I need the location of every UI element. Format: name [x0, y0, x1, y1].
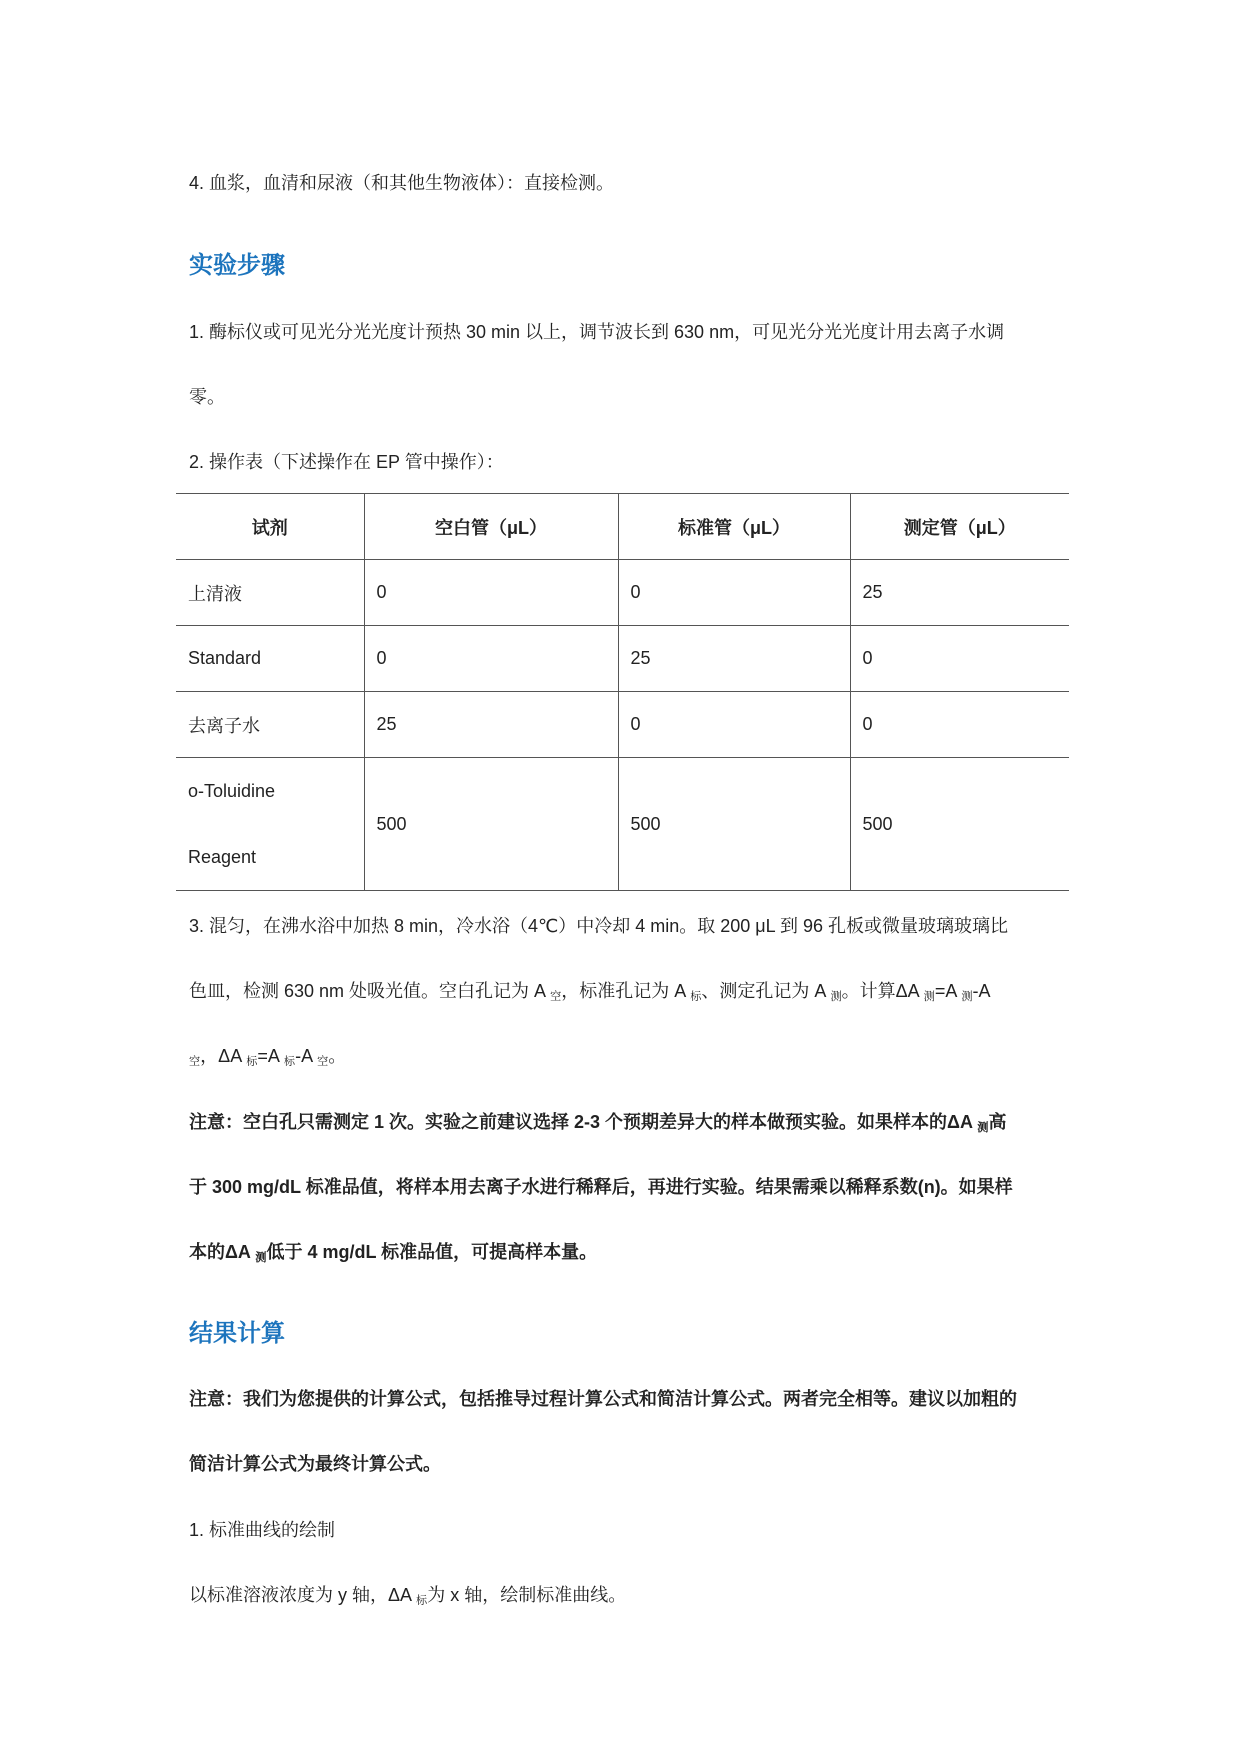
- table-header-row: [176, 494, 1069, 560]
- step-3-line: [189, 1024, 1008, 1089]
- subscript: 测: [255, 1251, 267, 1264]
- sample-item-4: 4. 血浆，血清和尿液（和其他生物液体）：直接检测。: [189, 173, 615, 193]
- step-1-line: 1. 酶标仪或可见光分光光度计预热 30 min 以上，调节波长到 630 nm，可见光分光光度计用去离子水调: [189, 322, 1005, 342]
- text-run: 、测定孔记为 A: [701, 981, 831, 1001]
- step-2: 2. 操作表（下述操作在 EP 管中操作）：: [189, 452, 504, 472]
- text-run: 低于 4 mg/dL 标准品值，可提高样本量。: [266, 1242, 598, 1262]
- subscript: 测: [923, 990, 935, 1003]
- text-run: =A: [934, 981, 962, 1001]
- cell-test: 500: [850, 758, 1069, 891]
- procedure-note-line: [189, 1090, 1013, 1155]
- cell-standard: 0: [618, 692, 850, 758]
- step-3-line: [189, 894, 1008, 959]
- cell-reagent: 上清液: [188, 583, 242, 604]
- cell-blank: 0: [364, 626, 618, 692]
- subscript: 测: [977, 1121, 989, 1134]
- cell-reagent: Standard: [188, 648, 262, 668]
- text-run: 色皿，检测 630 nm 处吸光值。空白孔记为 A: [189, 981, 551, 1001]
- step-3: [189, 894, 1008, 1089]
- header-test-tube: 测定管（μL）: [850, 494, 1069, 560]
- subscript: 标: [246, 1055, 258, 1068]
- header-blank-tube: 空白管（μL）: [364, 494, 618, 560]
- table-row: [176, 758, 1069, 891]
- section-heading-procedure: 实验步骤: [189, 252, 285, 279]
- text-run: 于 300 mg/dL 标准品值，将样本用去离子水进行稀释后，再进行实验。结果需乘以稀释系数(n)。如果样: [189, 1177, 1013, 1197]
- cell-reagent: [176, 758, 364, 891]
- text-run: 本的ΔA: [189, 1242, 256, 1262]
- text-run: 注意：空白孔只需测定 1 次。实验之前建议选择 2-3 个预期差异大的样本做预实验。如果样本的ΔA: [189, 1112, 978, 1132]
- subscript: 标: [416, 1594, 428, 1607]
- text-run: -A: [295, 1046, 318, 1066]
- cell-reagent-line: Reagent: [188, 847, 257, 867]
- operation-table: [176, 493, 1069, 891]
- subscript: 空: [550, 990, 562, 1003]
- procedure-note-line: [189, 1155, 1013, 1220]
- section-heading-results: 结果计算: [189, 1320, 285, 1347]
- text-run: ，ΔA: [200, 1046, 247, 1066]
- text-run: 高: [988, 1112, 1007, 1132]
- cell-blank: 0: [364, 560, 618, 626]
- table-row: [176, 626, 1069, 692]
- cell-blank: 25: [364, 692, 618, 758]
- results-item-1: 1. 标准曲线的绘制: [189, 1520, 336, 1540]
- procedure-note: [189, 1090, 1013, 1285]
- subscript: 空: [317, 1055, 329, 1068]
- results-note: [189, 1367, 1017, 1497]
- text-run: ，标准孔记为 A: [561, 981, 691, 1001]
- cell-reagent-line: o-Toluidine: [188, 781, 276, 801]
- text-run: 。计算ΔA: [841, 981, 924, 1001]
- subscript: 测: [830, 990, 842, 1003]
- cell-reagent: 去离子水: [188, 715, 260, 736]
- table-row: [176, 560, 1069, 626]
- text-run: 。: [328, 1046, 347, 1066]
- text-run: 以标准溶液浓度为 y 轴，ΔA: [189, 1585, 417, 1605]
- cell-standard: 25: [618, 626, 850, 692]
- subscript: 空: [189, 1055, 201, 1068]
- header-standard-tube: 标准管（μL）: [618, 494, 850, 560]
- results-note-line: 简洁计算公式为最终计算公式。: [189, 1454, 441, 1474]
- step-3-line: [189, 959, 1008, 1024]
- text-run: =A: [257, 1046, 284, 1066]
- subscript: 标: [690, 990, 702, 1003]
- cell-test: 0: [850, 626, 1069, 692]
- text-run: 3. 混匀，在沸水浴中加热 8 min，冷水浴（4℃）中冷却 4 min。取 200 μL 到 96 孔板或微量玻璃玻璃比: [189, 916, 1009, 936]
- procedure-note-line: [189, 1220, 1013, 1285]
- cell-test: 0: [850, 692, 1069, 758]
- cell-standard: 0: [618, 560, 850, 626]
- subscript: 测: [961, 990, 973, 1003]
- cell-standard: 500: [618, 758, 850, 891]
- cell-test: 25: [850, 560, 1069, 626]
- table-row: [176, 692, 1069, 758]
- text-run: 为 x 轴，绘制标准曲线。: [427, 1585, 627, 1605]
- cell-blank: 500: [364, 758, 618, 891]
- standard-curve-instruction: [189, 1563, 626, 1628]
- subscript: 标: [283, 1055, 296, 1068]
- step-1-line: 零。: [189, 387, 225, 407]
- header-reagent: 试剂: [251, 517, 288, 538]
- step-1: [189, 300, 1004, 430]
- text-run: -A: [972, 981, 991, 1001]
- results-note-line: 注意：我们为您提供的计算公式，包括推导过程计算公式和简洁计算公式。两者完全相等。建议以加粗的: [189, 1389, 1017, 1409]
